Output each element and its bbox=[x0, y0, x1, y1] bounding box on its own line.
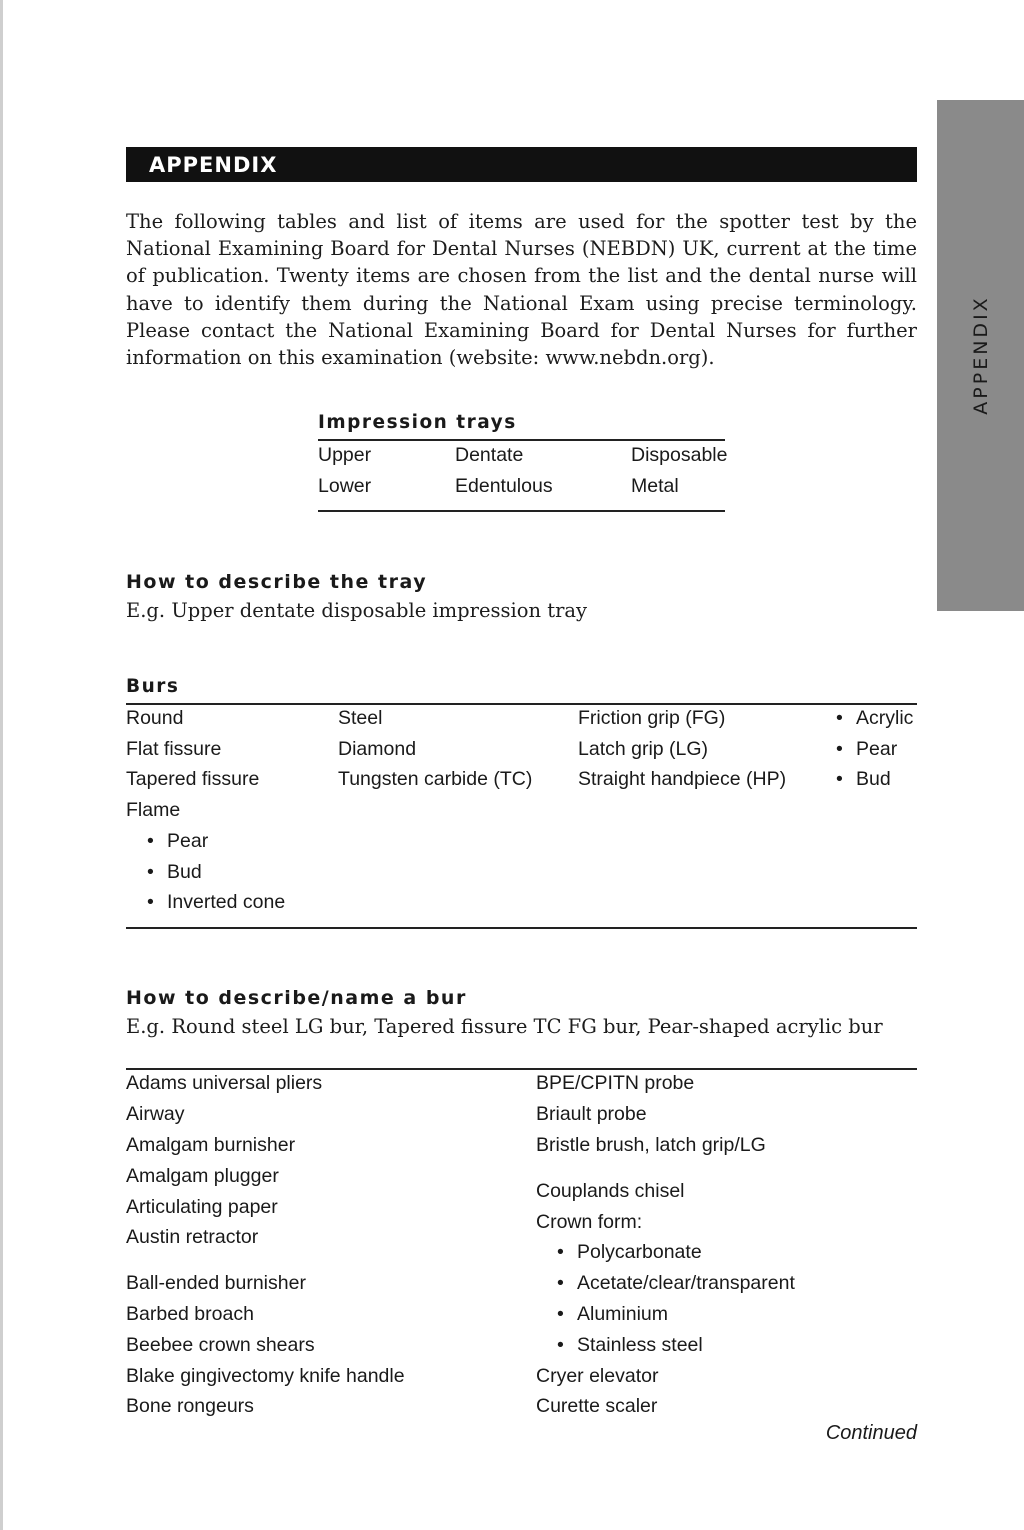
tray-cell: Lower bbox=[318, 475, 372, 497]
describe-tray-title: How to describe the tray bbox=[126, 571, 428, 593]
bullet-icon: • bbox=[836, 738, 843, 760]
describe-bur-example: E.g. Round steel LG bur, Tapered fissure TC FG bur, Pear-shaped acrylic bur bbox=[126, 1015, 883, 1038]
side-tab-label: APPENDIX bbox=[969, 295, 992, 415]
tray-cell: Dentate bbox=[455, 444, 524, 466]
bur-acrylic-item: Acrylic bbox=[856, 707, 914, 729]
list-item: Curette scaler bbox=[536, 1395, 658, 1417]
describe-bur-title: How to describe/name a bur bbox=[126, 987, 467, 1009]
list-item: Crown form: bbox=[536, 1211, 643, 1233]
tray-cell: Disposable bbox=[631, 444, 728, 466]
bur-material: Tungsten carbide (TC) bbox=[338, 768, 533, 790]
list-item: Bone rongeurs bbox=[126, 1395, 254, 1417]
bullet-icon: • bbox=[836, 768, 843, 790]
bullet-icon: • bbox=[557, 1303, 564, 1325]
bullet-icon: • bbox=[557, 1272, 564, 1294]
impression-trays-title: Impression trays bbox=[318, 412, 517, 433]
bur-shape: Flame bbox=[126, 799, 181, 821]
items-top-rule bbox=[126, 1068, 917, 1070]
list-item: Austin retractor bbox=[126, 1226, 259, 1248]
list-item: Adams universal pliers bbox=[126, 1072, 323, 1094]
burs-bottom-rule bbox=[126, 927, 917, 929]
impression-trays-bottom-rule bbox=[318, 510, 725, 512]
tray-cell: Upper bbox=[318, 444, 372, 466]
bullet-icon: • bbox=[557, 1241, 564, 1263]
bullet-icon: • bbox=[147, 861, 154, 883]
list-item: Briault probe bbox=[536, 1103, 647, 1125]
crown-form-type: Polycarbonate bbox=[577, 1241, 702, 1263]
bur-handpiece: Straight handpiece (HP) bbox=[578, 768, 787, 790]
burs-top-rule bbox=[126, 703, 917, 705]
bur-shape: Tapered fissure bbox=[126, 768, 260, 790]
bullet-icon: • bbox=[147, 830, 154, 852]
list-item: Barbed broach bbox=[126, 1303, 254, 1325]
bur-acrylic-item: Pear bbox=[856, 738, 898, 760]
list-item: Ball-ended burnisher bbox=[126, 1272, 306, 1294]
list-item: Amalgam burnisher bbox=[126, 1134, 296, 1156]
bullet-icon: • bbox=[147, 891, 154, 913]
list-item: Airway bbox=[126, 1103, 185, 1125]
bur-handpiece: Friction grip (FG) bbox=[578, 707, 726, 729]
describe-tray-example: E.g. Upper dentate disposable impression tray bbox=[126, 599, 588, 622]
burs-title: Burs bbox=[126, 676, 180, 697]
bur-shape: Round bbox=[126, 707, 184, 729]
tray-cell: Metal bbox=[631, 475, 679, 497]
bur-acrylic-item: Bud bbox=[856, 768, 891, 790]
bur-shape-sub: Inverted cone bbox=[167, 891, 286, 913]
list-item: Beebee crown shears bbox=[126, 1334, 315, 1356]
bullet-icon: • bbox=[836, 707, 843, 729]
list-item: Amalgam plugger bbox=[126, 1165, 279, 1187]
bur-shape-sub: Pear bbox=[167, 830, 209, 852]
list-item: Cryer elevator bbox=[536, 1365, 659, 1387]
list-item: Bristle brush, latch grip/LG bbox=[536, 1134, 766, 1156]
bur-shape-sub: Bud bbox=[167, 861, 202, 883]
bur-handpiece: Latch grip (LG) bbox=[578, 738, 709, 760]
section-header: APPENDIX bbox=[126, 147, 917, 182]
bur-material: Diamond bbox=[338, 738, 417, 760]
tray-cell: Edentulous bbox=[455, 475, 553, 497]
impression-trays-top-rule bbox=[318, 439, 725, 441]
list-item: Articulating paper bbox=[126, 1196, 278, 1218]
bullet-icon: • bbox=[557, 1334, 564, 1356]
bur-shape: Flat fissure bbox=[126, 738, 222, 760]
list-item: Couplands chisel bbox=[536, 1180, 685, 1202]
continued-label: Continued bbox=[825, 1422, 917, 1444]
page-edge bbox=[0, 0, 3, 1530]
intro-paragraph: The following tables and list of items are used for the spotter test by the National Examining Board for Dental Nurses (NEBDN) UK, current at the time of publication. Twenty items are chosen from the list and the dental nurse will have to identify them during the National Exam using precise terminology. Please contact the National Examining Board for Dental Nurses for further information on this examination (website: www.nebdn.org). bbox=[126, 210, 917, 370]
crown-form-type: Aluminium bbox=[577, 1303, 669, 1325]
bur-material: Steel bbox=[338, 707, 383, 729]
side-tab bbox=[937, 100, 1024, 611]
crown-form-type: Stainless steel bbox=[577, 1334, 703, 1356]
list-item: BPE/CPITN probe bbox=[536, 1072, 695, 1094]
list-item: Blake gingivectomy knife handle bbox=[126, 1365, 405, 1387]
crown-form-type: Acetate/clear/transparent bbox=[577, 1272, 795, 1294]
